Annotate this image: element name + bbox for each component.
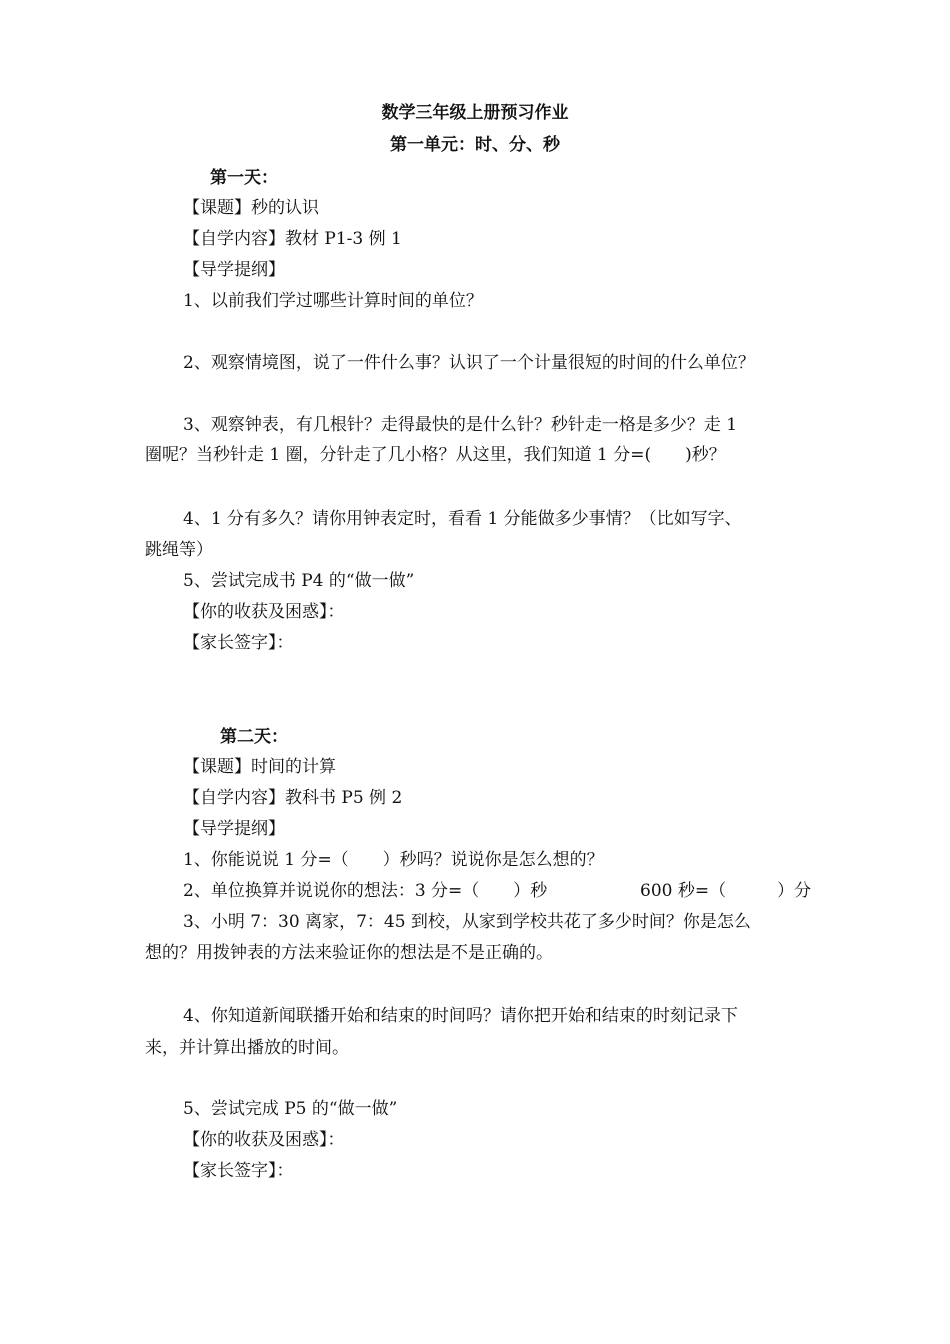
day1-outline: 【导学提纲】 — [183, 260, 285, 280]
day1-topic: 【课题】秒的认识 — [183, 198, 319, 218]
day1-parent-sign: 【家长签字】： — [183, 633, 294, 653]
day1-question-3-line2: 圈呢？当秒针走 1 圈，分针走了几小格？从这里，我们知道 1 分=( )秒？ — [145, 445, 726, 465]
day1-question-1: 1、以前我们学过哪些计算时间的单位？ — [183, 291, 483, 311]
day1-question-4-line2: 跳绳等） — [145, 540, 213, 560]
day2-topic: 【课题】时间的计算 — [183, 757, 336, 777]
day2-content: 【自学内容】教科书 P5 例 2 — [183, 788, 403, 808]
day1-question-3-line1: 3、观察钟表，有几根针？走得最快的是什么针？秒针走一格是多少？走 1 — [183, 415, 738, 435]
day2-question-2a: 2、单位换算并说说你的想法：3 分=（ ）秒 — [183, 881, 548, 901]
unit-subtitle: 第一单元：时、分、秒 — [390, 135, 560, 155]
day1-content: 【自学内容】教材 P1-3 例 1 — [183, 229, 402, 249]
day2-question-3-line2: 想的？用拨钟表的方法来验证你的想法是不是正确的。 — [145, 943, 553, 963]
day2-parent-sign: 【家长签字】： — [183, 1161, 294, 1181]
document-title: 数学三年级上册预习作业 — [381, 103, 569, 123]
day2-question-2b: 600 秒=（ ）分 — [640, 881, 812, 901]
day1-question-4-line1: 4、1 分有多久？请你用钟表定时，看看 1 分能做多少事情？（比如写字、 — [183, 509, 742, 529]
day2-question-3-line1: 3、小明 7：30 离家，7：45 到校，从家到学校共花了多少时间？你是怎么 — [183, 912, 751, 932]
day2-gain: 【你的收获及困惑】： — [183, 1130, 345, 1150]
day2-question-4-line1: 4、你知道新闻联播开始和结束的时间吗？请你把开始和结束的时刻记录下 — [183, 1006, 738, 1026]
day1-gain: 【你的收获及困惑】： — [183, 602, 345, 622]
day1-question-5: 5、尝试完成书 P4 的“做一做” — [183, 571, 415, 591]
day2-heading: 第二天： — [220, 727, 288, 747]
day2-question-5: 5、尝试完成 P5 的“做一做” — [183, 1099, 398, 1119]
day2-question-1: 1、你能说说 1 分=（ ）秒吗？说说你是怎么想的？ — [183, 850, 604, 870]
day2-question-4-line2: 来，并计算出播放的时间。 — [145, 1038, 349, 1058]
day2-outline: 【导学提纲】 — [183, 819, 285, 839]
day1-question-2: 2、观察情境图，说了一件什么事？认识了一个计量很短的时间的什么单位？ — [183, 353, 755, 373]
day1-heading: 第一天： — [210, 168, 278, 188]
